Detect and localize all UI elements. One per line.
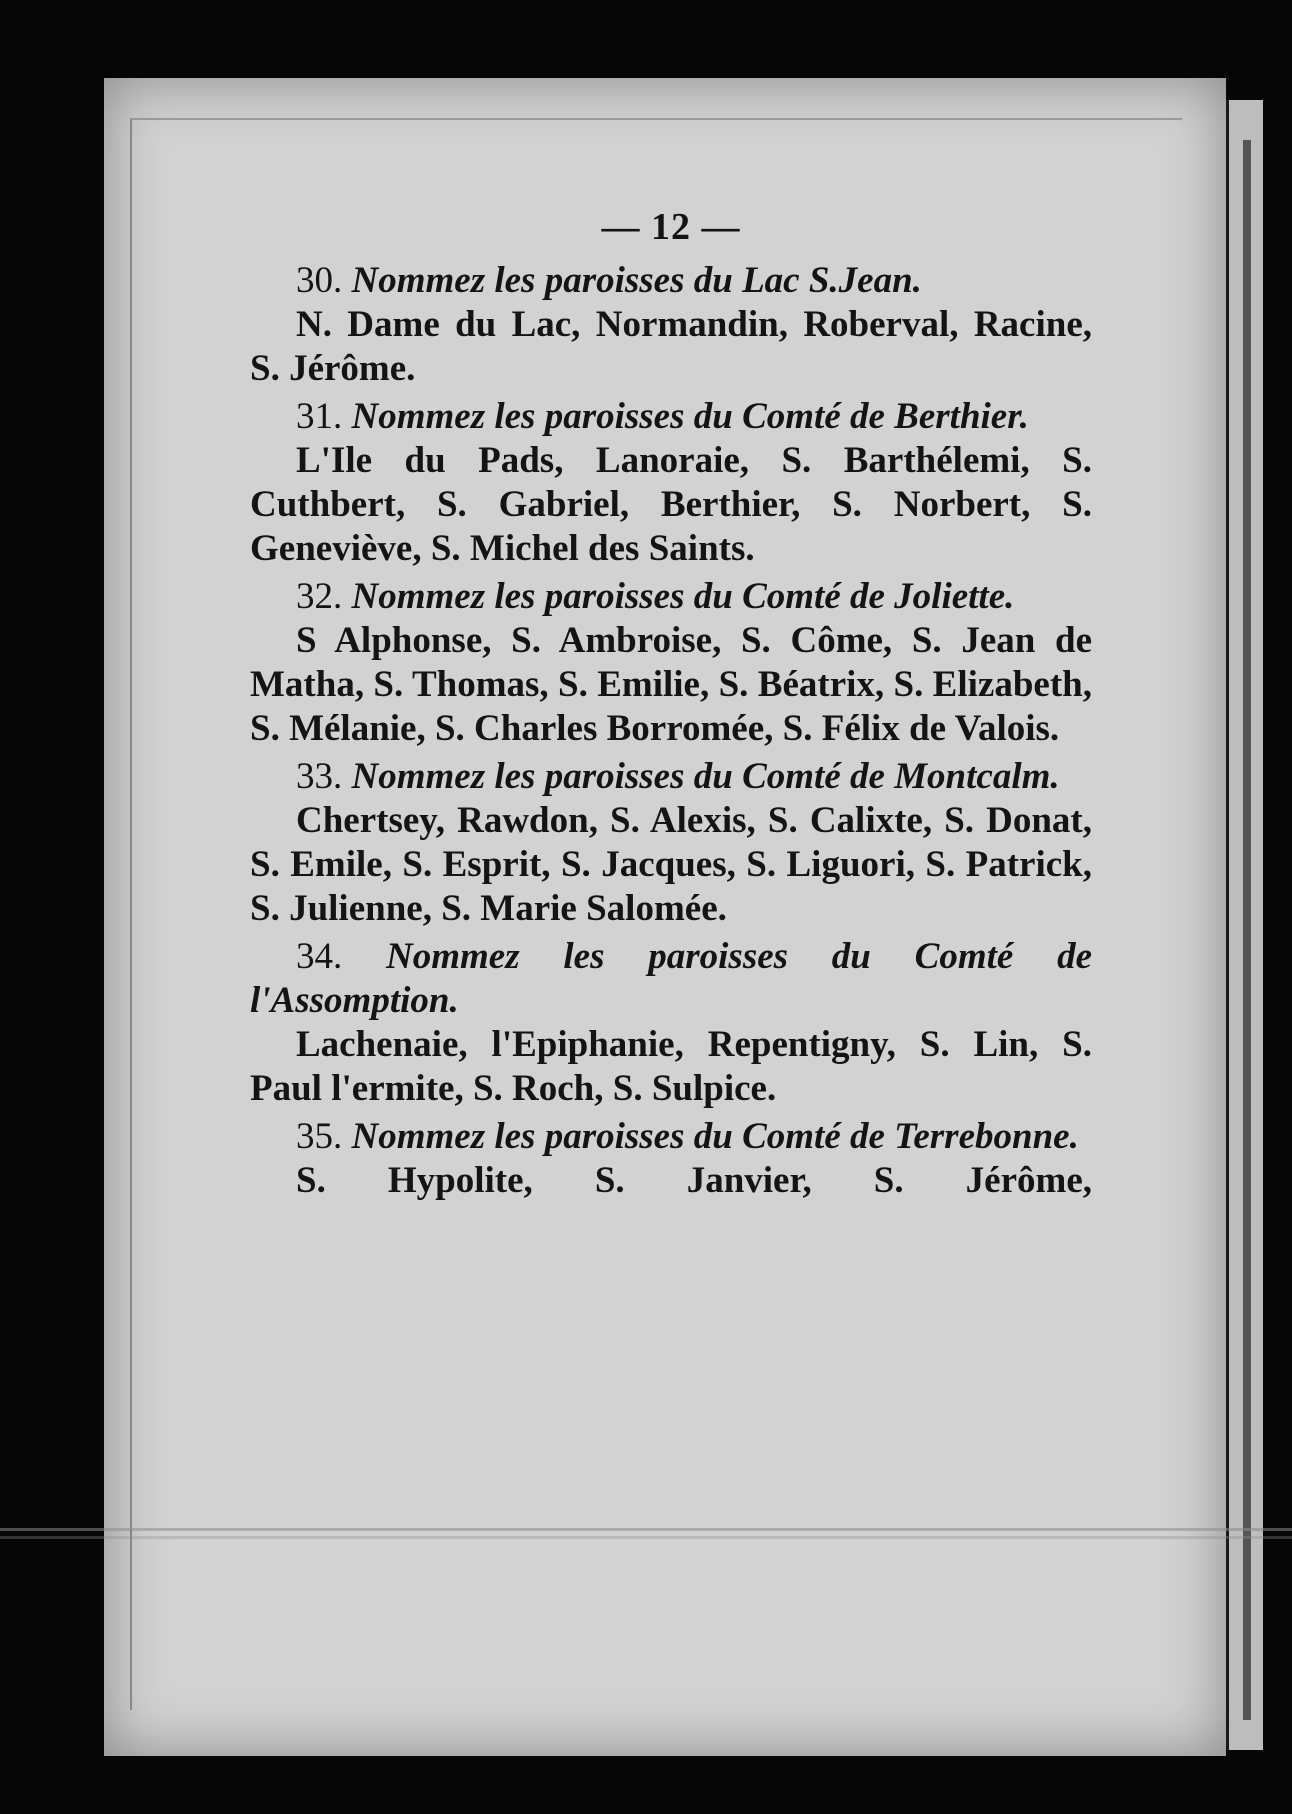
question-35: [250, 1115, 1092, 1159]
answer-33: Chertsey, Rawdon, S. Alexis, S. Calixte, S. Donat, S. Emile, S. Esprit, S. Jacques, S. Liguori, S. Patrick, S. Julienne, S. Marie Salomée.: [250, 800, 1092, 929]
question-number: 34.: [296, 936, 343, 977]
answer-32: S Alphonse, S. Ambroise, S. Côme, S. Jean de Matha, S. Thomas, S. Emilie, S. Béatrix, S. Elizabeth, S. Mélanie, S. Charles Borromée, S. Félix de Valois.: [250, 620, 1092, 749]
page-number: — 12 —: [601, 206, 741, 248]
answer-30: N. Dame du Lac, Normandin, Roberval, Racine, S. Jérôme.: [250, 304, 1092, 389]
question-32: [250, 575, 1092, 619]
answer-34: Lachenaie, l'Epiphanie, Repentigny, S. Lin, S. Paul l'ermite, S. Roch, S. Sulpice.: [250, 1024, 1092, 1109]
question-number: 33.: [296, 756, 343, 797]
question-text: Nommez les paroisses du Comté de Terrebonne.: [351, 1116, 1079, 1157]
question-number: 30.: [296, 260, 343, 301]
question-number: 35.: [296, 1116, 343, 1157]
question-text: Nommez les paroisses du Comté de Joliette.: [351, 576, 1015, 617]
question-number: 32.: [296, 576, 343, 617]
question-text: Nommez les paroisses du Lac S.Jean.: [351, 260, 922, 301]
answer-35: S. Hypolite, S. Janvier, S. Jérôme,: [296, 1160, 1092, 1201]
answer-31: L'Ile du Pads, Lanoraie, S. Barthélemi, S. Cuthbert, S. Gabriel, Berthier, S. Norbert, S. Geneviève, S. Michel des Saints.: [250, 440, 1092, 569]
facing-page-edge: [1226, 100, 1263, 1750]
page-text: [250, 205, 1092, 1207]
question-text: Nommez les paroisses du Comté de Montcalm.: [351, 756, 1060, 797]
question-31: [250, 395, 1092, 439]
page-fold: [1243, 140, 1251, 1720]
question-30: [250, 259, 1092, 303]
scan-artifact-line: [0, 1528, 1292, 1531]
question-33: [250, 755, 1092, 799]
scan-artifact-line: [0, 1536, 1292, 1539]
question-text: Nommez les paroisses du Comté de Berthier.: [351, 396, 1029, 437]
question-34: [250, 935, 1092, 1023]
question-number: 31.: [296, 396, 343, 437]
question-text: Nommez les paroisses du Comté de l'Assomption.: [250, 936, 1092, 1021]
